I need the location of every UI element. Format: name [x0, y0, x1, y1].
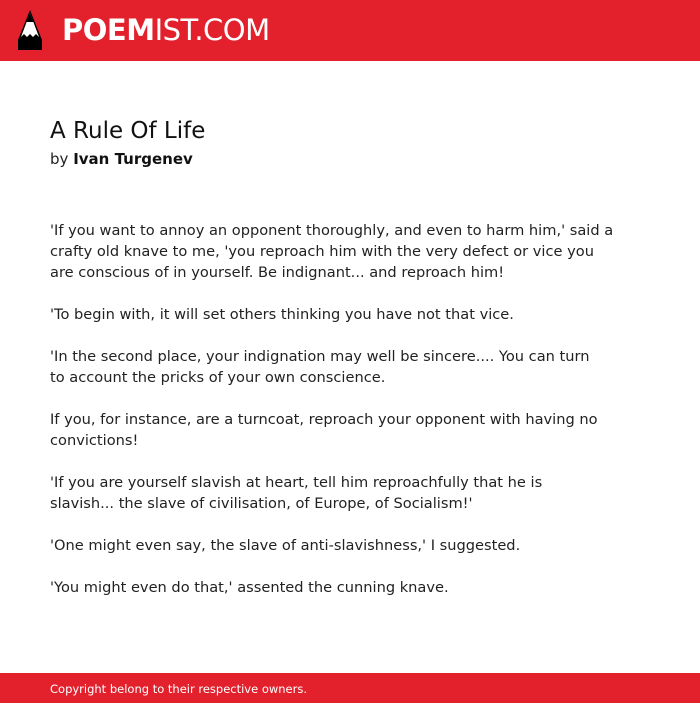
poem-body — [50, 220, 660, 619]
stanza — [50, 535, 660, 556]
stanza — [50, 577, 660, 598]
site-header — [0, 0, 700, 61]
poem-line: 'One might even say, the slave of anti-slavishness,' I suggested. — [50, 537, 521, 554]
site-logo[interactable] — [62, 11, 270, 49]
poem-line: convictions! — [50, 432, 139, 449]
stanza — [50, 220, 660, 283]
logo-text-bold: POEM — [62, 13, 155, 47]
poem-line: 'If you are yourself slavish at heart, tell him reproachfully that he is — [50, 474, 543, 491]
byline — [50, 149, 193, 169]
poem-line: crafty old knave to me, 'you reproach him with the very defect or vice you — [50, 243, 594, 260]
poem-line: If you, for instance, are a turncoat, reproach your opponent with having no — [50, 411, 598, 428]
poem-line: to account the pricks of your own conscience. — [50, 369, 386, 386]
by-label: by — [50, 150, 69, 168]
stanza — [50, 472, 660, 514]
stanza — [50, 304, 660, 325]
site-footer — [0, 673, 700, 703]
copyright-text: Copyright belong to their respective owners. — [50, 682, 308, 696]
poem-line: 'You might even do that,' assented the cunning knave. — [50, 579, 449, 596]
poem-line: are conscious of in yourself. Be indignant... and reproach him! — [50, 264, 505, 281]
pencil-tip-icon[interactable] — [17, 9, 43, 51]
poem-line: slavish... the slave of civilisation, of Europe, of Socialism!' — [50, 495, 473, 512]
stanza — [50, 409, 660, 451]
author-name: Ivan Turgenev — [73, 150, 193, 168]
poem-line: 'To begin with, it will set others thinking you have not that vice. — [50, 306, 514, 323]
logo-text-light: IST.COM — [154, 13, 270, 47]
poem-title: A Rule Of Life — [50, 118, 206, 144]
poem-line: 'In the second place, your indignation may well be sincere.... You can turn — [50, 348, 590, 365]
poem-line: 'If you want to annoy an opponent thoroughly, and even to harm him,' said a — [50, 222, 614, 239]
stanza — [50, 346, 660, 388]
